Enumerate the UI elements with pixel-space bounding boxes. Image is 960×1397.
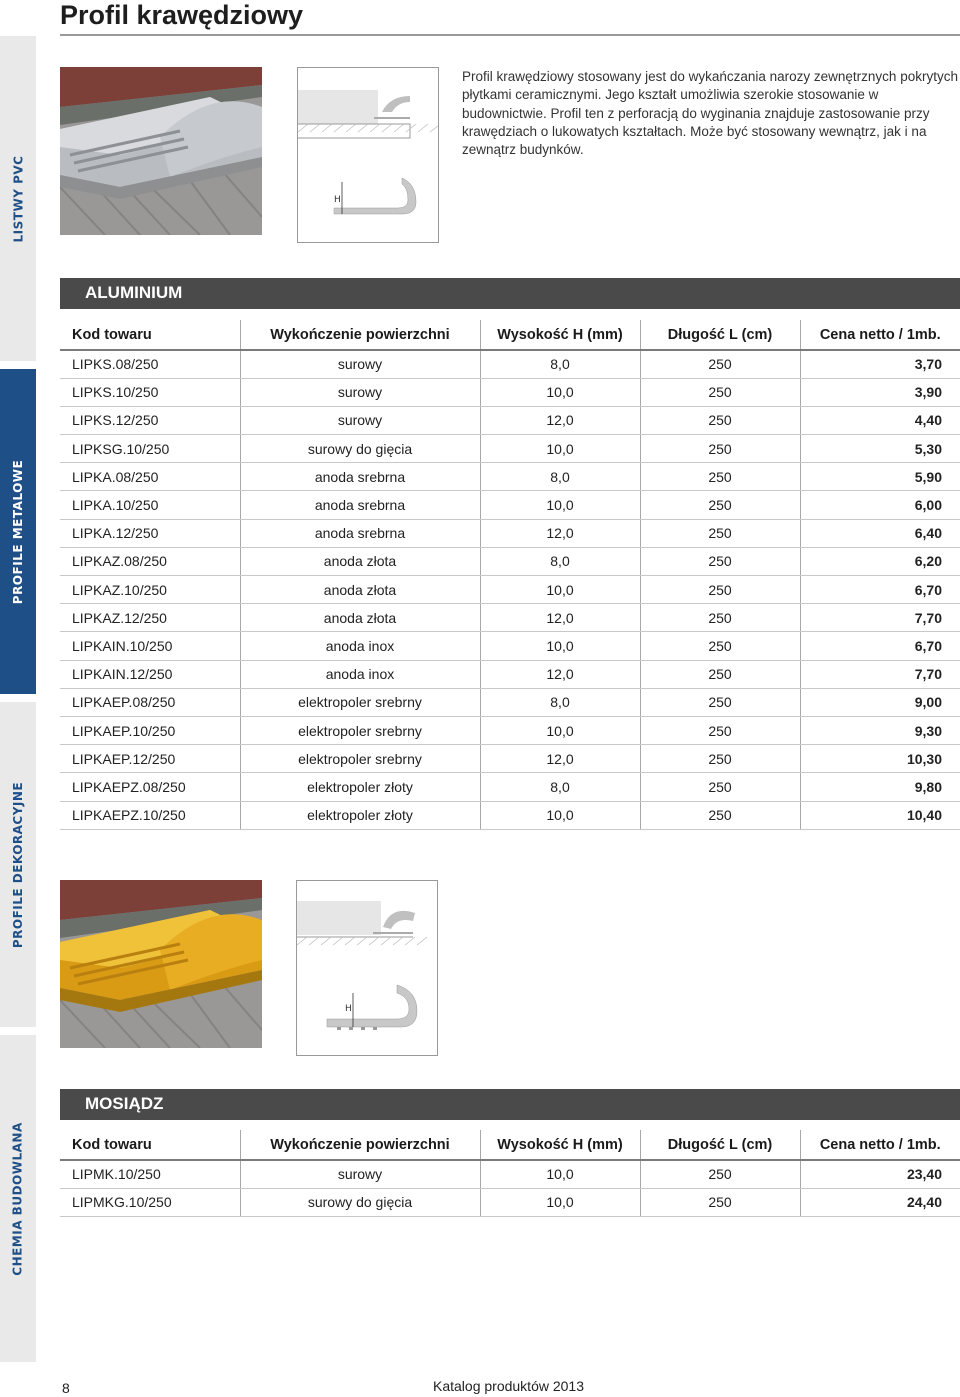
table-row [60, 773, 960, 801]
table-row [60, 350, 960, 378]
cell-finish: anoda złota [240, 547, 480, 575]
cell-length: 250 [640, 716, 800, 744]
table-row [60, 463, 960, 491]
cell-price: 10,40 [800, 801, 960, 829]
cell-price: 5,30 [800, 435, 960, 463]
cell-price: 6,00 [800, 491, 960, 519]
cell-code: LIPKA.08/250 [60, 463, 240, 491]
cell-height: 10,0 [480, 435, 640, 463]
cell-finish: surowy do gięcia [240, 1188, 480, 1216]
col-header-price: Cena netto / 1mb. [800, 1130, 960, 1160]
table-row [60, 1188, 960, 1216]
aluminium-profile-diagram [297, 67, 439, 243]
cell-height: 12,0 [480, 604, 640, 632]
cell-price: 6,40 [800, 519, 960, 547]
cell-finish: anoda złota [240, 604, 480, 632]
cell-code: LIPKAEPZ.10/250 [60, 801, 240, 829]
side-tab-profile-metalowe[interactable] [0, 369, 36, 694]
aluminium-section-header [60, 278, 960, 309]
cell-length: 250 [640, 688, 800, 716]
cell-code: LIPKS.12/250 [60, 406, 240, 434]
cell-finish: anoda srebrna [240, 463, 480, 491]
cell-finish: anoda inox [240, 632, 480, 660]
table-row [60, 688, 960, 716]
cell-length: 250 [640, 547, 800, 575]
cell-finish: elektropoler srebrny [240, 745, 480, 773]
table-row [60, 547, 960, 575]
cell-length: 250 [640, 745, 800, 773]
cell-finish: anoda złota [240, 576, 480, 604]
cell-code: LIPMK.10/250 [60, 1160, 240, 1188]
height-dimension-label: H [334, 195, 341, 205]
cell-height: 10,0 [480, 1160, 640, 1188]
cell-height: 8,0 [480, 688, 640, 716]
cell-height: 10,0 [480, 378, 640, 406]
cell-height: 12,0 [480, 519, 640, 547]
cell-price: 7,70 [800, 660, 960, 688]
mosiadz-price-table [60, 1130, 960, 1217]
side-tab-profile-dekoracyjne[interactable] [0, 702, 36, 1027]
cell-code: LIPKAEP.08/250 [60, 688, 240, 716]
cell-height: 10,0 [480, 576, 640, 604]
cell-height: 10,0 [480, 716, 640, 744]
cell-height: 10,0 [480, 632, 640, 660]
cell-finish: surowy [240, 350, 480, 378]
catalog-footer: Katalog produktów 2013 [433, 1378, 584, 1394]
cell-price: 24,40 [800, 1188, 960, 1216]
col-header-length: Długość L (cm) [640, 1130, 800, 1160]
cell-price: 6,20 [800, 547, 960, 575]
cell-code: LIPKAEP.10/250 [60, 716, 240, 744]
cell-code: LIPKAZ.10/250 [60, 576, 240, 604]
cell-finish: elektropoler srebrny [240, 716, 480, 744]
col-header-code: Kod towaru [60, 320, 240, 350]
table-header-row [60, 320, 960, 350]
cell-price: 9,80 [800, 773, 960, 801]
cell-length: 250 [640, 801, 800, 829]
cell-code: LIPKAZ.08/250 [60, 547, 240, 575]
col-header-finish: Wykończenie powierzchni [240, 320, 480, 350]
cell-height: 10,0 [480, 491, 640, 519]
cell-length: 250 [640, 576, 800, 604]
cell-length: 250 [640, 463, 800, 491]
page-number: 8 [62, 1380, 70, 1396]
section-title: ALUMINIUM [85, 283, 183, 302]
table-row [60, 576, 960, 604]
cell-code: LIPKS.10/250 [60, 378, 240, 406]
cell-finish: anoda inox [240, 660, 480, 688]
table-row [60, 632, 960, 660]
cell-length: 250 [640, 773, 800, 801]
height-dimension-label: H [345, 1004, 352, 1014]
cell-code: LIPKS.08/250 [60, 350, 240, 378]
mosiadz-section-header [60, 1089, 960, 1120]
table-row [60, 435, 960, 463]
cell-length: 250 [640, 435, 800, 463]
cell-length: 250 [640, 660, 800, 688]
aluminium-price-table [60, 320, 960, 830]
cell-price: 6,70 [800, 576, 960, 604]
side-tab-label: PROFILE DEKORACYJNE [11, 781, 25, 948]
cell-height: 10,0 [480, 801, 640, 829]
cell-height: 8,0 [480, 547, 640, 575]
table-row [60, 716, 960, 744]
cell-code: LIPKAEPZ.08/250 [60, 773, 240, 801]
table-row [60, 491, 960, 519]
cell-code: LIPKSG.10/250 [60, 435, 240, 463]
col-header-finish: Wykończenie powierzchni [240, 1130, 480, 1160]
cell-length: 250 [640, 1160, 800, 1188]
cell-price: 23,40 [800, 1160, 960, 1188]
cell-length: 250 [640, 1188, 800, 1216]
cell-length: 250 [640, 604, 800, 632]
cell-length: 250 [640, 491, 800, 519]
cell-price: 3,70 [800, 350, 960, 378]
cell-length: 250 [640, 350, 800, 378]
cell-finish: elektropoler złoty [240, 801, 480, 829]
cell-height: 10,0 [480, 1188, 640, 1216]
cell-code: LIPKAEP.12/250 [60, 745, 240, 773]
table-row [60, 801, 960, 829]
cell-code: LIPKA.12/250 [60, 519, 240, 547]
side-tab-listwy-pvc[interactable] [0, 36, 36, 361]
cell-finish: surowy [240, 378, 480, 406]
aluminium-profile-photo [60, 67, 262, 235]
cell-height: 8,0 [480, 463, 640, 491]
cell-price: 5,90 [800, 463, 960, 491]
table-row [60, 519, 960, 547]
side-tab-label: CHEMIA BUDOWLANA [11, 1121, 26, 1276]
cell-finish: anoda srebrna [240, 491, 480, 519]
product-description: Profil krawędziowy stosowany jest do wykańczania narozy zewnętrznych pokrytych płytkami ceramicznymi. Jego kształt umożliwia szerokie stosowanie w budownictwie. Profil ten z perforacją do wyginania znajduje zastosowanie przy krawędziach o lukowatych kształtach. Może być stosowany wewnątrz, jak i na zewnątrz budynków. [462, 69, 958, 158]
cell-finish: surowy [240, 1160, 480, 1188]
cell-code: LIPKAIN.12/250 [60, 660, 240, 688]
cell-price: 9,30 [800, 716, 960, 744]
brass-profile-photo [60, 880, 262, 1048]
cell-length: 250 [640, 406, 800, 434]
side-tab-label: LISTWY PVC [11, 155, 25, 242]
cell-price: 4,40 [800, 406, 960, 434]
table-row [60, 378, 960, 406]
table-row [60, 660, 960, 688]
cell-finish: elektropoler srebrny [240, 688, 480, 716]
table-header-row [60, 1130, 960, 1160]
table-row [60, 1160, 960, 1188]
col-header-price: Cena netto / 1mb. [800, 320, 960, 350]
table-row [60, 745, 960, 773]
side-tab-label: PROFILE METALOWE [11, 459, 26, 604]
cell-price: 7,70 [800, 604, 960, 632]
col-header-height: Wysokość H (mm) [480, 320, 640, 350]
cell-length: 250 [640, 632, 800, 660]
side-tab-chemia-budowlana[interactable] [0, 1035, 36, 1362]
table-row [60, 406, 960, 434]
cell-length: 250 [640, 519, 800, 547]
col-header-height: Wysokość H (mm) [480, 1130, 640, 1160]
cell-height: 12,0 [480, 660, 640, 688]
cell-finish: surowy do gięcia [240, 435, 480, 463]
cell-finish: anoda srebrna [240, 519, 480, 547]
page-title: Profil krawędziowy [60, 0, 304, 30]
cell-code: LIPKA.10/250 [60, 491, 240, 519]
brass-profile-diagram [296, 880, 438, 1056]
cell-price: 6,70 [800, 632, 960, 660]
cell-height: 8,0 [480, 773, 640, 801]
cell-finish: surowy [240, 406, 480, 434]
cell-finish: elektropoler złoty [240, 773, 480, 801]
section-title: MOSIĄDZ [85, 1094, 164, 1113]
table-row [60, 604, 960, 632]
cell-price: 10,30 [800, 745, 960, 773]
cell-length: 250 [640, 378, 800, 406]
cell-code: LIPMKG.10/250 [60, 1188, 240, 1216]
side-navigation [0, 36, 36, 1362]
cell-height: 12,0 [480, 745, 640, 773]
cell-height: 12,0 [480, 406, 640, 434]
cell-height: 8,0 [480, 350, 640, 378]
col-header-code: Kod towaru [60, 1130, 240, 1160]
title-divider [60, 34, 960, 36]
cell-price: 3,90 [800, 378, 960, 406]
cell-code: LIPKAZ.12/250 [60, 604, 240, 632]
col-header-length: Długość L (cm) [640, 320, 800, 350]
cell-code: LIPKAIN.10/250 [60, 632, 240, 660]
cell-price: 9,00 [800, 688, 960, 716]
